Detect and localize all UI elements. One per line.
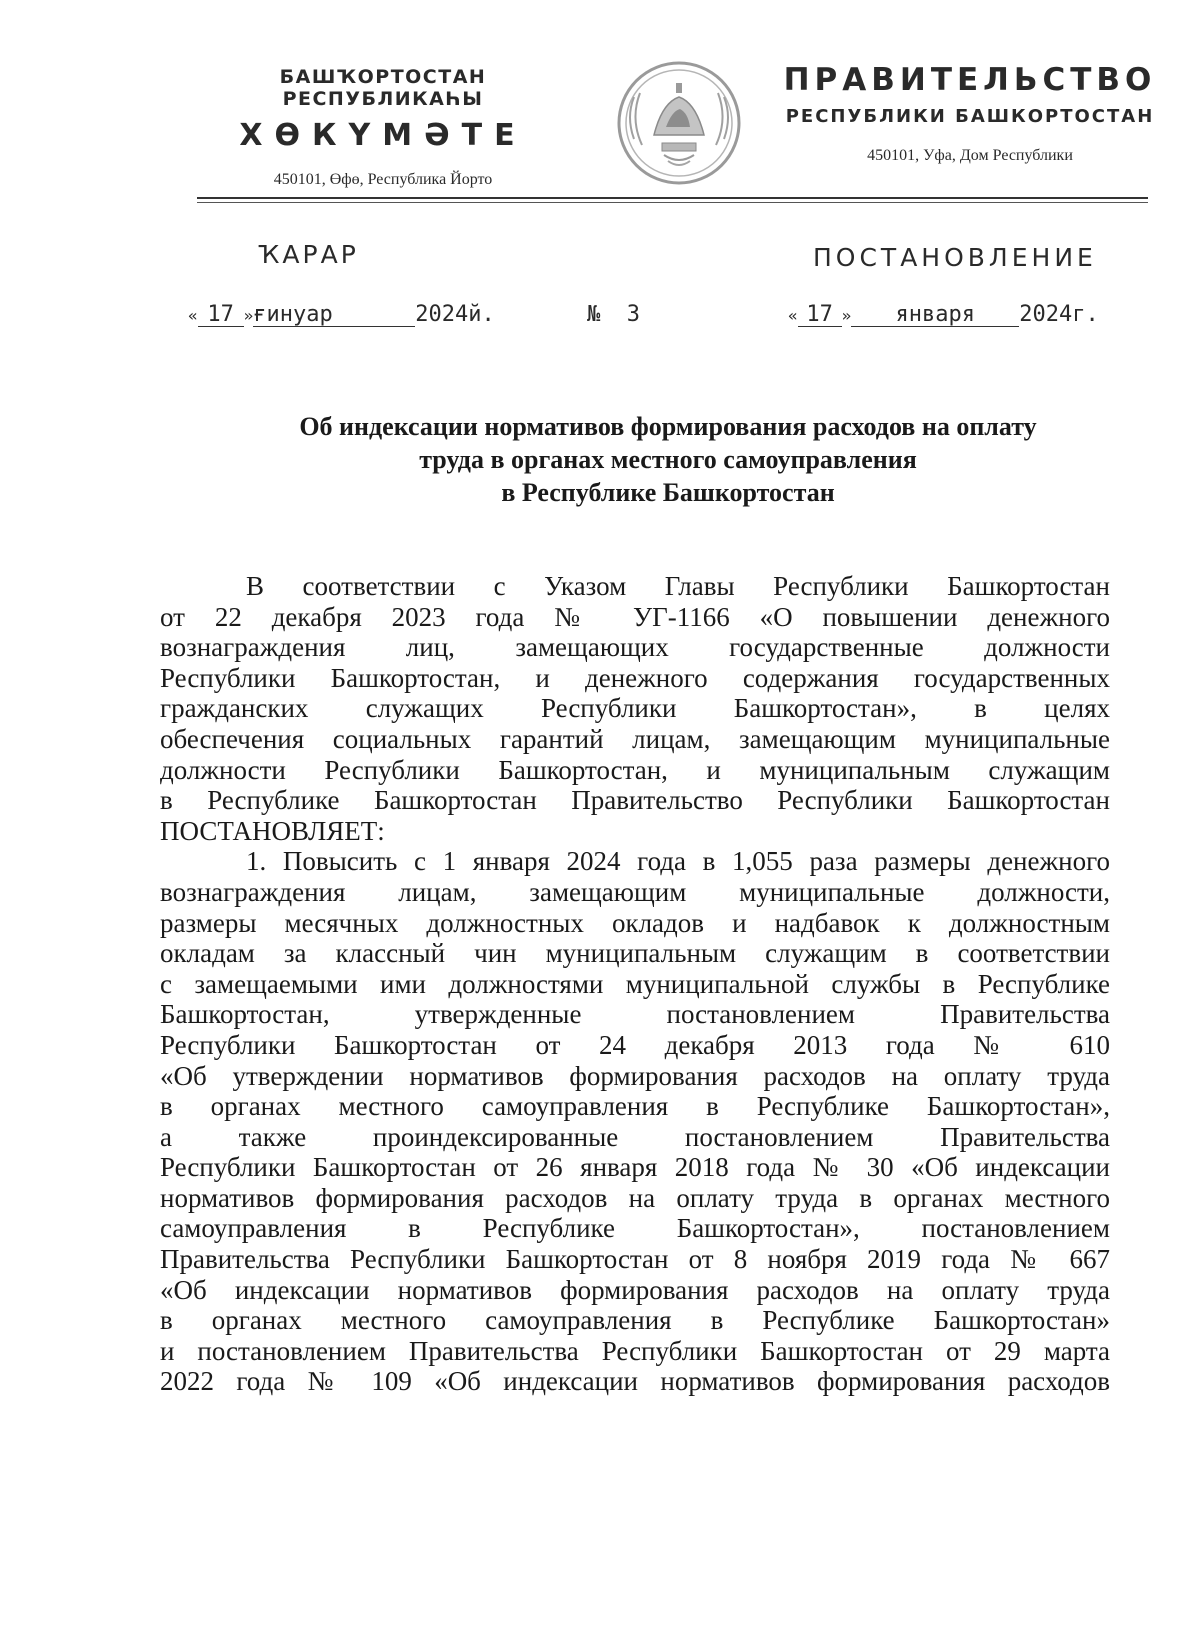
body-line: должности Республики Башкортостан, и муниципальным служащим xyxy=(160,754,1110,785)
body-line: вознаграждения лицам, замещающим муниципальные должности, xyxy=(160,876,1110,907)
body-line: вознаграждения лиц, замещающих государственные должности xyxy=(160,632,1110,663)
date-left-open-quote: « xyxy=(188,306,198,325)
date-right xyxy=(788,302,1099,327)
date-right-close-quote: » xyxy=(841,306,852,325)
body-line: с замещаемыми ими должностями муниципальной службы в Республике xyxy=(160,968,1110,999)
body-line: «Об индексации нормативов формирования расходов на оплату труда xyxy=(160,1274,1110,1305)
header-right-title: ПРАВИТЕЛЬСТВО xyxy=(783,62,1157,98)
body-line: самоуправления в Республике Башкортостан», постановлением xyxy=(160,1213,1110,1244)
header-left-address: 450101, Өфө, Республика Йорто xyxy=(273,171,493,188)
body-line: размеры месячных должностных окладов и надбавок к должностным xyxy=(160,907,1110,938)
body-line: а также проиндексированные постановлением Правительства xyxy=(160,1121,1110,1152)
body-line: окладам за классный чин муниципальным служащим в соответствии xyxy=(160,938,1110,969)
number-sign: № xyxy=(587,302,601,327)
body-line: в органах местного самоуправления в Республике Башкортостан» xyxy=(160,1305,1110,1336)
body-line: в Республике Башкортостан Правительство Республики Башкортостан xyxy=(160,785,1110,816)
body-line: ПОСТАНОВЛЯЕТ: xyxy=(160,815,385,846)
body-line: Башкортостан, утвержденные постановлением Правительства xyxy=(160,999,1110,1030)
coat-of-arms-emblem xyxy=(614,57,744,191)
body-line: обеспечения социальных гарантий лицам, замещающим муниципальные xyxy=(160,723,1110,754)
title-line: Об индексации нормативов формирования расходов на оплату xyxy=(299,412,1037,441)
date-left-day: 17 xyxy=(198,304,244,327)
date-right-month: января xyxy=(851,304,1019,327)
date-left-year: 2024й. xyxy=(415,302,495,327)
body-line: Республики Башкортостан от 26 января 2018 года № 30 «Об индексации xyxy=(160,1152,1110,1183)
body-line: 2022 года № 109 «Об индексации нормативов формирования расходов xyxy=(160,1366,1110,1397)
date-right-open-quote: « xyxy=(788,306,798,325)
header-right-address: 450101, Уфа, Дом Республики xyxy=(867,147,1073,164)
body-line: в органах местного самоуправления в Республике Башкортостан», xyxy=(160,1091,1110,1122)
date-left-month: ғинуар xyxy=(253,304,415,327)
body-line: Республики Башкортостан, и денежного содержания государственных xyxy=(160,662,1110,693)
document-number xyxy=(587,302,640,327)
body-line: и постановлением Правительства Республики Башкортостан от 29 марта xyxy=(160,1335,1110,1366)
title-line: в Республике Башкортостан xyxy=(501,478,835,507)
doc-type-russian: ПОСТАНОВЛЕНИЕ xyxy=(813,243,1097,272)
header-right-subtitle: РЕСПУБЛИКИ БАШКОРТОСТАН xyxy=(785,106,1155,127)
body-line: «Об утверждении нормативов формирования расходов на оплату труда xyxy=(160,1060,1110,1091)
header-divider-thin xyxy=(197,202,1148,203)
title-line: труда в органах местного самоуправления xyxy=(419,445,917,474)
body-line: В соответствии с Указом Главы Республики Башкортостан xyxy=(246,571,1110,601)
body-line: гражданских служащих Республики Башкортостан», в целях xyxy=(160,693,1110,724)
header-left-name: ХӨКҮМӘТЕ xyxy=(239,118,527,153)
document-body xyxy=(160,571,1110,1397)
header-divider-thick xyxy=(197,197,1148,199)
body-line: Правительства Республики Башкортостан от 8 ноября 2019 года № 667 xyxy=(160,1244,1110,1275)
header-left xyxy=(188,66,578,189)
header-left-title: БАШҠОРТОСТАН РЕСПУБЛИКАҺЫ xyxy=(279,66,487,110)
body-line: Республики Башкортостан от 24 декабря 2013 года № 610 xyxy=(160,1029,1110,1060)
date-left-close-quote: » xyxy=(243,306,254,325)
number-value: 3 xyxy=(626,302,640,327)
date-right-year: 2024г. xyxy=(1019,302,1099,327)
date-right-day: 17 xyxy=(798,304,842,327)
body-line: от 22 декабря 2023 года № УГ-1166 «О повышении денежного xyxy=(160,601,1110,632)
doc-type-bashkir: ҠАРАР xyxy=(258,240,359,269)
body-line: 1. Повысить с 1 января 2024 года в 1,055 раза размеры денежного xyxy=(246,846,1110,877)
date-left xyxy=(188,302,495,327)
body-line: нормативов формирования расходов на оплату труда в органах местного xyxy=(160,1182,1110,1213)
document-title xyxy=(188,410,1148,509)
header-right xyxy=(780,62,1160,165)
